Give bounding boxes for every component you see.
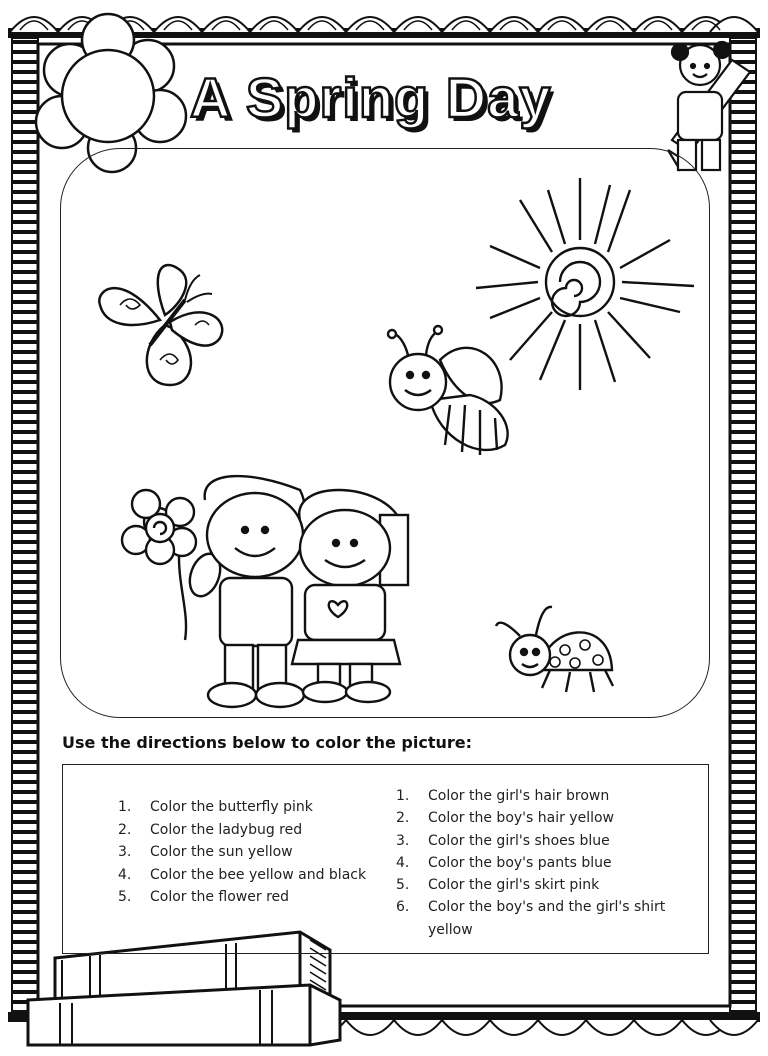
item-number: 5. [118, 889, 132, 905]
item-text: Color the ladybug red [150, 821, 303, 838]
item-number: 1. [396, 788, 410, 804]
item-text: Color the butterfly pink [150, 799, 313, 815]
picture-panel [60, 148, 710, 718]
list-item [396, 852, 686, 874]
item-text: Color the girl's shoes blue [428, 832, 610, 849]
list-item [396, 785, 686, 807]
list-item [396, 874, 686, 896]
item-number: 2. [396, 810, 410, 827]
item-number: 6. [396, 899, 410, 916]
item-number: 1. [118, 799, 132, 815]
left-directions-list [118, 796, 378, 909]
item-text: Color the girl's skirt pink [428, 877, 600, 894]
item-text: Color the boy's pants blue [428, 854, 612, 871]
list-item [396, 830, 686, 852]
list-item [118, 796, 378, 819]
item-number: 2. [118, 821, 132, 838]
item-text: Color the bee yellow and black [150, 866, 367, 883]
right-directions-list [396, 785, 686, 941]
item-number: 4. [118, 866, 132, 883]
page-title: A Spring Day [190, 66, 552, 129]
item-number: 5. [396, 877, 410, 894]
item-number: 4. [396, 854, 410, 871]
item-text: Color the boy's hair yellow [428, 810, 614, 827]
list-item [118, 864, 378, 887]
item-text: Color the girl's hair brown [428, 788, 610, 804]
list-item [396, 896, 686, 941]
directions-heading: Use the directions below to color the picture: [62, 733, 472, 752]
list-item [118, 841, 378, 864]
item-text: Color the boy's and the girl's shirt yellow [428, 899, 666, 938]
list-item [118, 819, 378, 842]
item-text: Color the flower red [150, 889, 290, 905]
list-item [396, 807, 686, 829]
item-number: 3. [396, 832, 410, 849]
item-text: Color the sun yellow [150, 844, 293, 860]
list-item [118, 886, 378, 909]
item-number: 3. [118, 844, 132, 860]
